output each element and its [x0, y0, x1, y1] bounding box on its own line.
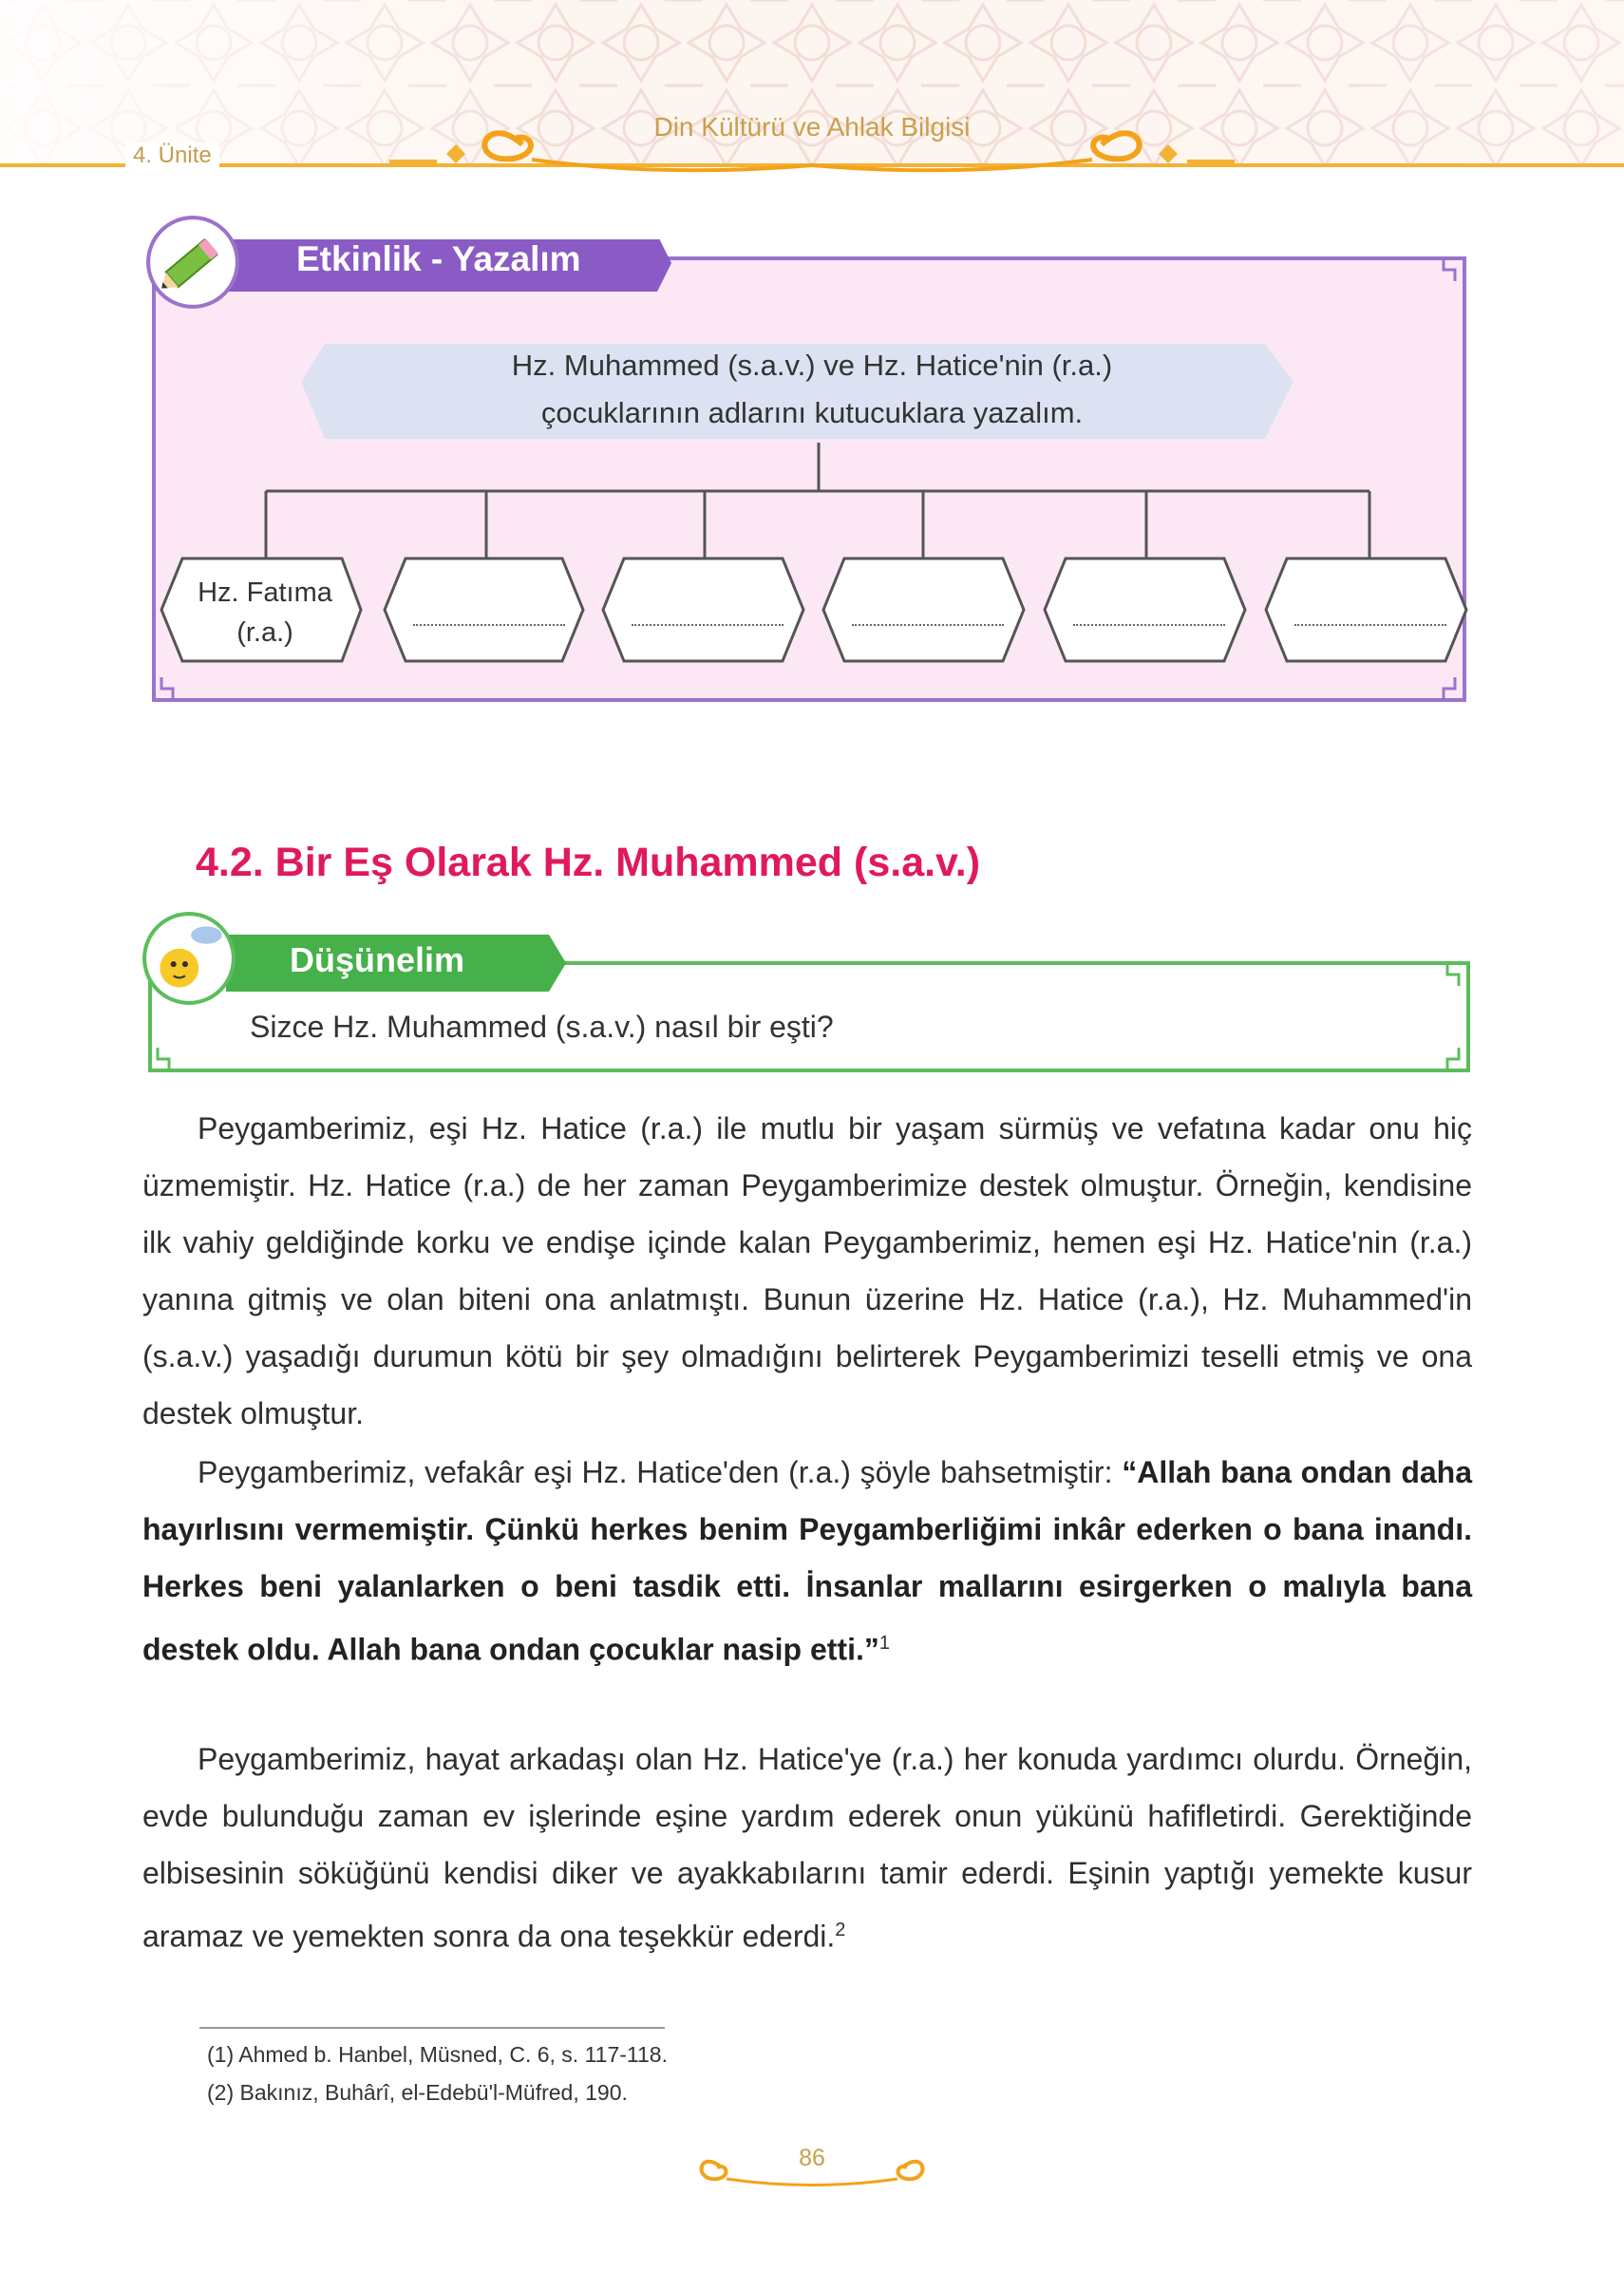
think-title: Düşünelim	[290, 940, 465, 979]
paragraph-2-intro: Peygamberimiz, vefakâr eşi Hz. Hatice'den (r.a.) şöyle bahsetmiştir:	[198, 1455, 1123, 1489]
instruction-line-2: çocuklarının adlarını kutucuklara yazalım.	[540, 396, 1084, 429]
think-frame	[141, 914, 1480, 1077]
paragraph-3-text: Peygamberimiz, hayat arkadaşı olan Hz. Hatice'ye (r.a.) her konuda yardımcı olurdu. Örneğin, evde bulunduğu zaman ev işlerinde eşine yardım ederek onun yükünü hafifletirdi. Gerektiğinde elbisesinin söküğünü kendisi diker ve ayakkabılarını tamir ederdi. Eşinin yaptığı yemekte kusur aramaz ve yemekten sonra da ona teşekkür ederdi.	[142, 1742, 1472, 1954]
paragraph-3	[142, 1731, 1472, 1965]
activity-title: Etkinlik - Yazalım	[296, 239, 581, 278]
page-number: 86	[799, 2145, 825, 2171]
footnote-ref-2[interactable]: 2	[835, 1920, 846, 1940]
blank-line	[1294, 624, 1446, 626]
paragraph-1: Peygamberimiz, eşi Hz. Hatice (r.a.) ile mutlu bir yaşam sürmüş ve vefatına kadar onu hiç üzmemiştir. Hz. Hatice (r.a.) de her zaman Peygamberimize destek olmuştur. Örneğin, kendisine ilk vahiy geldiğinde korku ve endişe içinde kalan Peygamberimiz, hemen eşi Hz. Hatice'nin (r.a.) yanına gitmiş ve olan biteni ona anlatmıştı. Bunun üzerine Hz. Hatice (r.a.), Hz. Muhammed'in (s.a.v.) yaşadığı durumun kötü bir şey olmadığını belirterek Peygamberimizi teselli etmiş ve ona destek olmuştur.	[142, 1111, 1472, 1430]
think-question: Sizce Hz. Muhammed (s.a.v.) nasıl bir eşti?	[250, 1010, 834, 1044]
pencil-icon	[144, 214, 241, 311]
footnote-1: (1) Ahmed b. Hanbel, Müsned, C. 6, s. 117-118.	[207, 2042, 668, 2067]
blank-line	[413, 624, 565, 626]
child-box-1	[163, 566, 367, 659]
activity-instruction	[323, 342, 1301, 437]
child-box-2[interactable]	[387, 566, 591, 659]
child-name: Hz. Fatıma	[198, 577, 332, 608]
child-honorific: (r.a.)	[236, 617, 293, 648]
footnote-2: (2) Bakınız, Buhârî, el-Edebü'l-Müfred, 190.	[207, 2080, 628, 2105]
footnote-ref-1[interactable]: 1	[878, 1633, 890, 1654]
blank-line	[1073, 624, 1225, 626]
child-box-5[interactable]	[1048, 566, 1251, 659]
child-box-3[interactable]	[606, 566, 809, 659]
section-heading: 4.2. Bir Eş Olarak Hz. Muhammed (s.a.v.)	[196, 840, 981, 885]
blank-line	[632, 624, 784, 626]
child-box-4[interactable]	[826, 566, 1029, 659]
thinking-face-icon	[141, 910, 237, 1007]
unit-label: 4. Ünite	[125, 142, 219, 169]
instruction-line-1: Hz. Muhammed (s.a.v.) ve Hz. Hatice'nin (r.a.)	[511, 349, 1113, 382]
book-title: Din Kültürü ve Ahlak Bilgisi	[653, 112, 971, 142]
child-box-6[interactable]	[1269, 566, 1472, 659]
paragraph-2	[142, 1444, 1472, 1678]
footnote-divider	[199, 2027, 665, 2029]
hadith-quote: “Allah bana ondan daha hayırlısını vermemiştir. Çünkü herkes benim Peygamberliğimi inkâr ederken o bana inandı. Herkes beni yalanlarken o beni tasdik etti. İnsanlar mallarını esirgerken o malıyla bana destek oldu. Allah bana ondan çocuklar nasip etti.”	[142, 1455, 1472, 1667]
blank-line	[852, 624, 1004, 626]
